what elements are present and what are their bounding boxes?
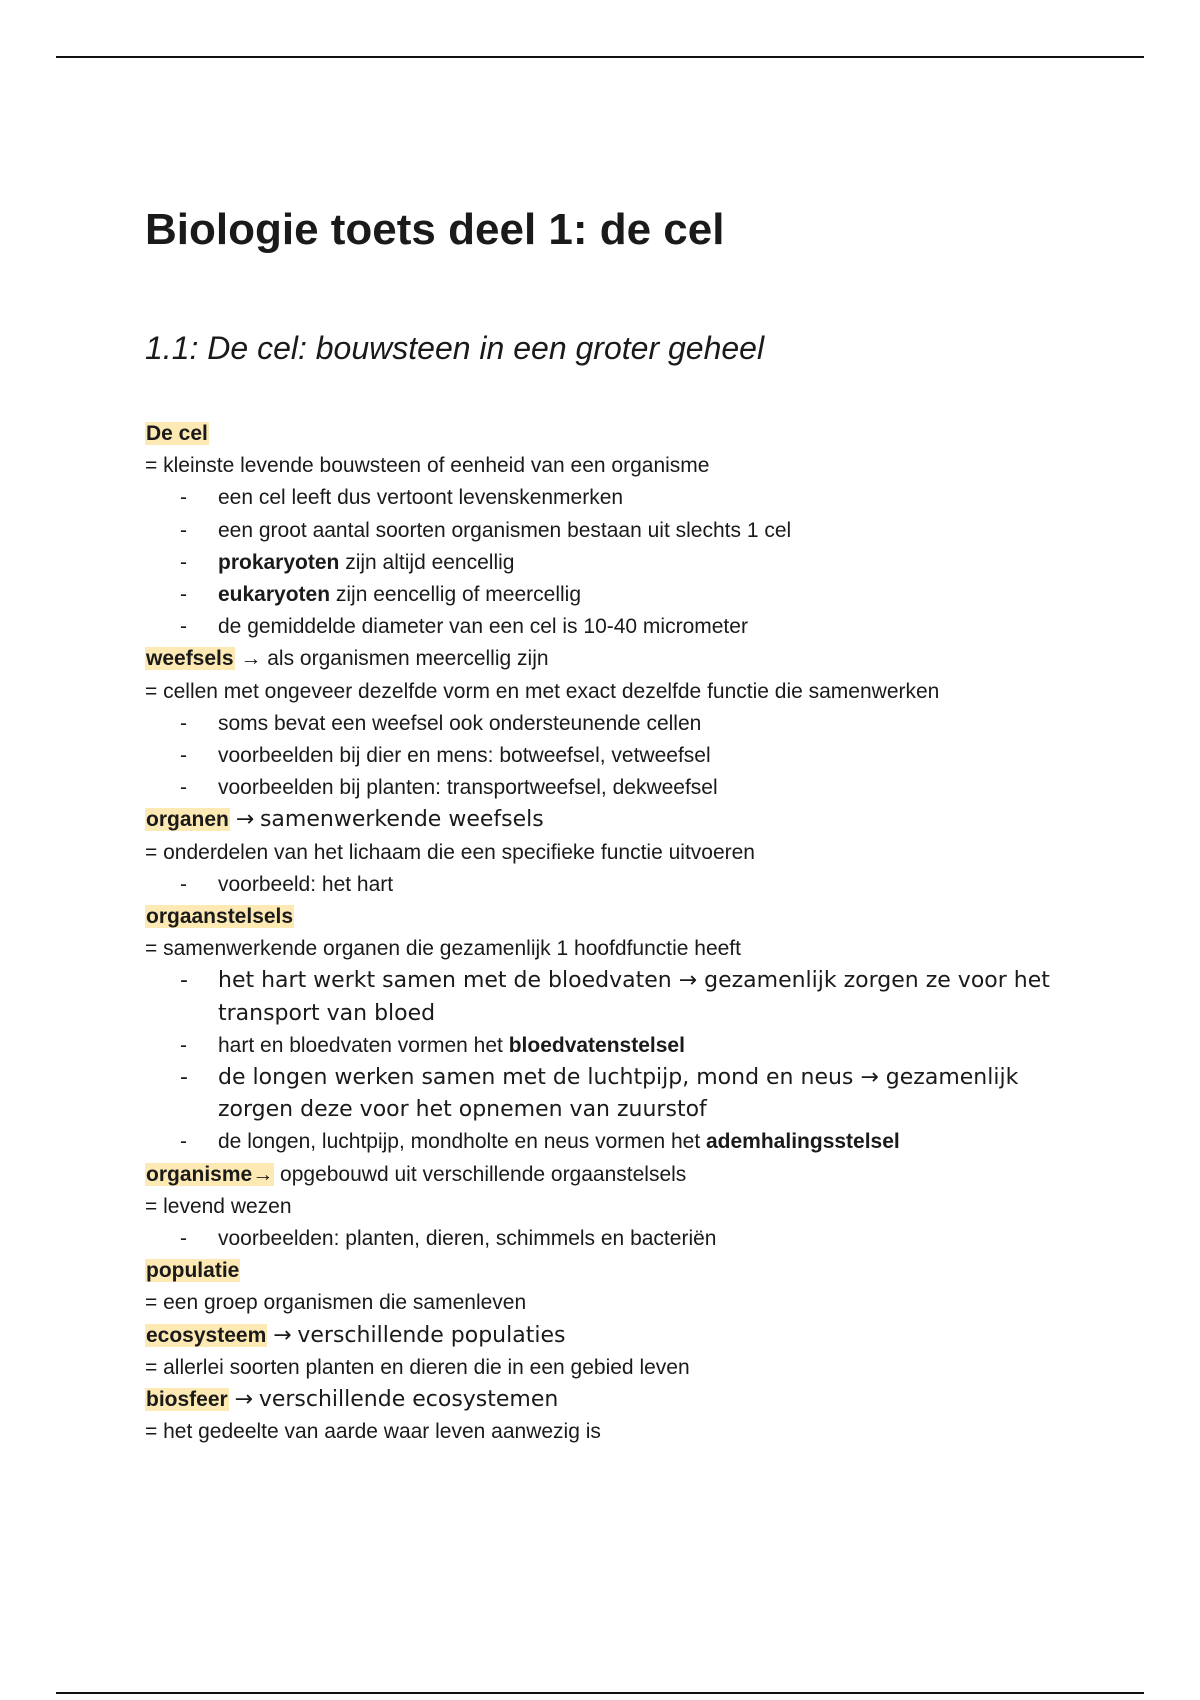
definition-orgaanstelsels: = samenwerkende organen die gezamenlijk 1 hoofdfunctie heeft <box>145 937 741 961</box>
bullet-item: - voorbeeld: het hart <box>218 869 1085 901</box>
page-title: Biologie toets deel 1: de cel <box>145 205 725 254</box>
term-biosfeer: biosfeer <box>146 1388 228 1412</box>
bold-term: prokaryoten <box>218 550 340 574</box>
arrow-icon: → <box>234 1387 253 1413</box>
bullet-text: zijn altijd eencellig <box>339 550 515 574</box>
section-heading: 1.1: De cel: bouwsteen in een groter geheel <box>145 330 765 366</box>
bullet-item: - voorbeelden bij dier en mens: botweefsel, vetweefsel <box>218 740 1085 772</box>
bottom-rule <box>56 1692 1144 1694</box>
term-note: als organismen meercellig zijn <box>267 647 549 671</box>
definition-biosfeer: = het gedeelte van aarde waar leven aanwezig is <box>145 1420 601 1444</box>
definition-organisme: = levend wezen <box>145 1194 292 1218</box>
term-cel: De cel <box>146 422 208 445</box>
term-organen: organen <box>146 808 229 832</box>
term-line-populatie <box>145 1255 1085 1287</box>
term-line-organisme <box>145 1159 1085 1191</box>
arrow-icon: → <box>235 807 255 833</box>
definition-ecosysteem: = allerlei soorten planten en dieren die in een gebied leven <box>145 1355 690 1379</box>
term-ecosysteem: ecosysteem <box>146 1323 267 1347</box>
definition-cel: = kleinste levende bouwsteen of eenheid van een organisme <box>145 454 710 478</box>
bullet-item <box>218 1126 1085 1158</box>
term-organisme: organisme→ <box>146 1162 274 1186</box>
term-note: samenwerkende weefsels <box>259 807 544 833</box>
bullet-item: - het hart werkt samen met de bloedvaten → gezamenlijk zorgen ze voor het transport van bloed <box>218 965 1085 1029</box>
term-line-weefsels <box>145 643 1085 675</box>
bullet-item: - een groot aantal soorten organismen bestaan uit slechts 1 cel <box>218 515 1085 547</box>
definition-weefsels: = cellen met ongeveer dezelfde vorm en met exact dezelfde functie die samenwerken <box>145 679 940 703</box>
term-populatie: populatie <box>146 1259 240 1283</box>
bullets-orgaanstelsels <box>145 965 1085 1158</box>
arrow-icon: → <box>240 647 262 671</box>
bullet-item <box>218 1030 1085 1062</box>
term-line-cel <box>145 418 1085 450</box>
term-orgaanstelsels: orgaanstelsels <box>146 905 294 929</box>
definition-populatie: = een groep organismen die samenleven <box>145 1291 527 1315</box>
bullet-item: - voorbeelden: planten, dieren, schimmels en bacteriën <box>218 1223 1085 1255</box>
arrow-icon: → <box>273 1322 292 1348</box>
bold-term: bloedvatenstelsel <box>508 1033 685 1057</box>
bullet-item <box>218 547 1085 579</box>
bullet-item: - voorbeelden bij planten: transportweefsel, dekweefsel <box>218 772 1085 804</box>
term-weefsels: weefsels <box>146 647 234 671</box>
bullet-item: - de gemiddelde diameter van een cel is 10-40 micrometer <box>218 611 1085 643</box>
bullet-text: zijn eencellig of meercellig <box>330 583 582 607</box>
term-note: verschillende ecosystemen <box>258 1387 559 1413</box>
bullet-item: - een cel leeft dus vertoont levenskenmerken <box>218 482 1085 514</box>
bullet-text: hart en bloedvaten vormen het <box>218 1033 509 1057</box>
bullet-item <box>218 579 1085 611</box>
notes-content <box>145 418 1085 1449</box>
bold-term: eukaryoten <box>218 583 331 607</box>
bullet-item: - de longen werken samen met de luchtpijp, mond en neus → gezamenlijk zorgen deze voor het opnemen van zuurstof <box>218 1062 1085 1126</box>
definition-organen: = onderdelen van het lichaam die een specifieke functie uitvoeren <box>145 840 755 864</box>
top-rule <box>56 56 1144 58</box>
bullets-organen <box>145 869 1085 901</box>
bullets-cel <box>145 482 1085 643</box>
bold-term: ademhalingsstelsel <box>706 1130 900 1154</box>
term-line-orgaanstelsels <box>145 901 1085 933</box>
term-note: verschillende populaties <box>297 1322 566 1348</box>
bullet-item: - soms bevat een weefsel ook ondersteunende cellen <box>218 708 1085 740</box>
term-line-biosfeer <box>145 1384 1085 1416</box>
bullets-weefsels <box>145 708 1085 805</box>
bullets-organisme <box>145 1223 1085 1255</box>
term-line-ecosysteem <box>145 1320 1085 1352</box>
term-line-organen <box>145 804 1085 836</box>
term-note: opgebouwd uit verschillende orgaanstelsels <box>274 1162 687 1186</box>
bullet-text: de longen, luchtpijp, mondholte en neus vormen het <box>218 1130 706 1154</box>
